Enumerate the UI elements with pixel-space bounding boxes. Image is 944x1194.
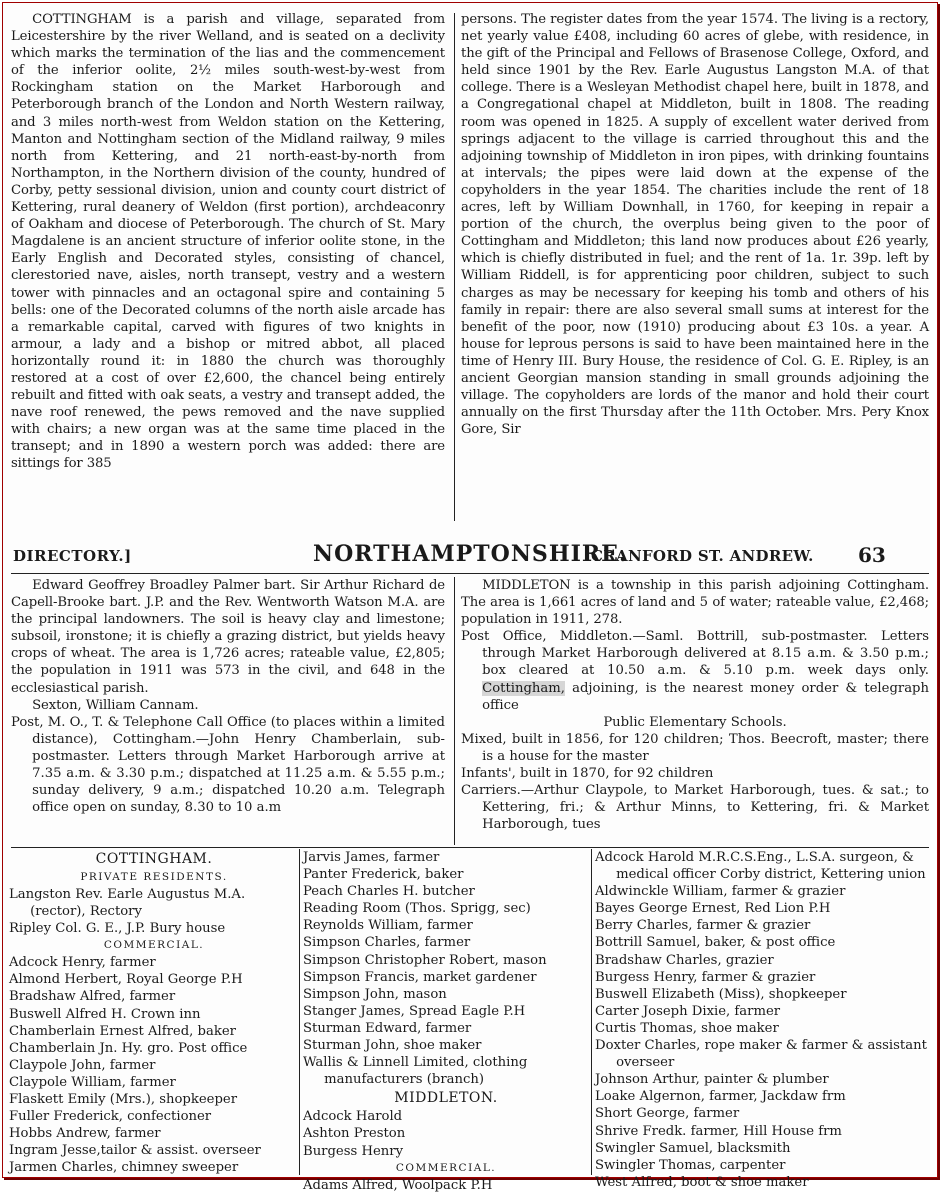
mixed-school: Mixed, built in 1856, for 120 children; Thos. Beecroft, master; there is a house for the master xyxy=(461,731,929,764)
header-center: NORTHAMPTONSHIRE. xyxy=(313,541,628,567)
top-column-divider xyxy=(454,13,455,521)
directory-entry: Hobbs Andrew, farmer xyxy=(9,1126,161,1142)
directory-entry: Bottrill Samuel, baker, & post office xyxy=(595,935,836,951)
directory-entry: Reynolds William, farmer xyxy=(303,918,473,934)
directory-entry: Bradshaw Charles, grazier xyxy=(595,952,774,968)
directory-entry: Burgess Henry xyxy=(303,1143,404,1159)
directory-entry: Short George, farmer xyxy=(595,1106,740,1122)
directory-entry: Ripley Col. G. E., J.P. Bury house xyxy=(9,921,226,937)
infants-school: Infants', built in 1870, for 92 children xyxy=(461,766,714,782)
directory-entry: Carter Joseph Dixie, farmer xyxy=(595,1003,781,1019)
directory-column-3 xyxy=(595,849,929,1190)
page-number: 63 xyxy=(858,543,886,567)
directory-entry: Wallis & Linnell Limited, clothing manufacturers (branch) xyxy=(303,1055,528,1088)
sexton-line: Sexton, William Cannam. xyxy=(32,697,199,713)
directory-entry: Adams Alfred, Woolpack P.H xyxy=(303,1177,493,1193)
cottingham-description-continued: persons. The register dates from the year 1574. The living is a rectory, net yearly value £408, including 60 acres of glebe, with residence, in the gift of the Principal and Fellows of Brasenose College, Oxford, and held since 1901 by the Rev. Earle Augustus Langston M.A. of that college. There is a Wesleyan Methodist chapel here, built in 1878, and a Congregational chapel at Middleton, built in 1808. The reading room was opened in 1825. A supply of excellent water derived from springs adjacent to the village is carried throughout this and the adjoining township of Middleton in iron pipes, with drinking fountains at intervals; the pipes were laid down at the expense of the copyholders in the year 1854. The charities include the rent of 18 acres, left by William Downhall, in 1760, for keeping in repair a portion of the church, the overplus being given to the poor of Cottingham and Middleton; this land now produces about £26 yearly, which is chiefly distributed in fuel; and the rent of 1a. 1r. 39p. left by William Riddell, is for apprenticing poor children, subject to such charges as may be necessary for keeping his tomb and others of his family in repair: there are also several small sums at interest for the benefit of the poor, now (1910) producing about £3 10s. a year. A house for leprous persons is said to have been maintained here in the time of Henry III. Bury House, the residence of Col. G. E. Ripley, is an ancient Georgian mansion standing in small grounds adjoining the village. The copyholders are lords of the manor and hold their court annually on the first Thursday after the 11th October. Mrs. Pery Knox Gore, Sir xyxy=(461,12,929,438)
directory-entry: Ashton Preston xyxy=(303,1126,406,1142)
directory-entry: Panter Frederick, baker xyxy=(303,867,464,883)
directory-entry: Shrive Fredk. farmer, Hill House frm xyxy=(595,1123,842,1139)
directory-entry: Simpson Christopher Robert, mason xyxy=(303,952,547,968)
directory-column-1 xyxy=(9,849,299,1175)
directory-entry: Berry Charles, farmer & grazier xyxy=(595,918,811,934)
directory-entry: West Alfred, boot & shoe maker xyxy=(595,1174,809,1190)
header-rule xyxy=(11,573,929,574)
directory-column-2 xyxy=(303,849,589,1193)
directory-entry: Ingram Jesse,tailor & assist. overseer xyxy=(9,1143,261,1159)
directory-divider-1 xyxy=(299,849,300,1175)
directory-entry: Simpson John, mason xyxy=(303,986,447,1002)
directory-entry: Loake Algernon, farmer, Jackdaw frm xyxy=(595,1089,846,1105)
carriers-paragraph: Carriers.—Arthur Claypole, to Market Harborough, tues. & sat.; to Kettering, fri.; & Arthur Minns, to Kettering, fri. & Market Harborough, tues xyxy=(461,783,929,833)
directory-entry: Swingler Thomas, carpenter xyxy=(595,1157,786,1173)
cottingham-heading: COTTINGHAM. xyxy=(95,851,213,867)
scanned-page xyxy=(2,2,938,1193)
directory-entry: Sturman Edward, farmer xyxy=(303,1020,472,1036)
directory-entry: Simpson Francis, market gardener xyxy=(303,969,537,985)
top-right-column xyxy=(461,11,929,523)
directory-entry: Adcock Henry, farmer xyxy=(9,955,156,971)
directory-entry: Flaskett Emily (Mrs.), shopkeeper xyxy=(9,1092,238,1108)
post-office-text-b: adjoining, is the nearest money order & telegraph office xyxy=(482,680,929,713)
top-left-column xyxy=(11,11,445,523)
directory-entry: Bayes George Ernest, Red Lion P.H xyxy=(595,901,831,917)
directory-entry: Claypole William, farmer xyxy=(9,1074,176,1090)
commercial-heading: COMMERCIAL. xyxy=(103,939,205,952)
directory-entry: Simpson Charles, farmer xyxy=(303,935,471,951)
directory-entry: Adcock Harold xyxy=(303,1109,403,1125)
directory-entry: Peach Charles H. butcher xyxy=(303,884,475,900)
header-right: CRANFORD ST. ANDREW. xyxy=(591,547,814,565)
post-office-text-a: Post Office, Middleton.—Saml. Bottrill, sub-postmaster. Letters through Market Harborough delivered at 8.15 a.m. & 3.50 p.m.; box cleared at 10.50 a.m. & 5.10 p.m. week days only. xyxy=(461,629,929,679)
directory-entry: Almond Herbert, Royal George P.H xyxy=(9,972,243,988)
directory-entry: Jarvis James, farmer xyxy=(303,850,440,865)
directory-entry: Curtis Thomas, shoe maker xyxy=(595,1020,779,1036)
mid-column-divider xyxy=(454,577,455,845)
schools-title: Public Elementary Schools. xyxy=(603,714,787,730)
cottingham-highlight: Cottingham, xyxy=(482,680,565,696)
directory-entry: Swingler Samuel, blacksmith xyxy=(595,1140,791,1156)
directory-entry: Aldwinckle William, farmer & grazier xyxy=(595,884,846,900)
directory-entry: Claypole John, farmer xyxy=(9,1057,156,1073)
post-office-paragraph: Post, M. O., T. & Telephone Call Office (to places within a limited distance), Cottingham.—John Henry Chamberlain, sub-postmaster. Letters through Market Harborough arrive at 7.35 a.m. & 3.30 p.m.; dispatched at 11.25 a.m. & 5.55 p.m.; sunday delivery, 9 a.m.; dispatched 10.20 a.m. Telegraph office open on sunday, 8.30 to 10 a.m xyxy=(11,714,445,816)
directory-entry: Adcock Harold M.R.C.S.Eng., L.S.A. surgeon, & medical officer Corby district, Kettering union xyxy=(595,850,926,883)
middleton-post-office xyxy=(461,628,929,713)
mid-left-column xyxy=(11,577,445,845)
directory-entry: Buswell Alfred H. Crown inn xyxy=(9,1006,201,1022)
directory-entry: Reading Room (Thos. Sprigg, sec) xyxy=(303,901,531,917)
page-header xyxy=(13,541,933,571)
directory-entry: Burgess Henry, farmer & grazier xyxy=(595,969,816,985)
directory-entry: Johnson Arthur, painter & plumber xyxy=(595,1072,829,1088)
directory-entry: Chamberlain Jn. Hy. gro. Post office xyxy=(9,1040,248,1056)
directory-divider-2 xyxy=(591,849,592,1175)
middleton-commercial-heading: COMMERCIAL. xyxy=(395,1161,497,1174)
middleton-paragraph: MIDDLETON is a township in this parish adjoining Cottingham. The area is 1,661 acres of land and 5 of water; rateable value, £2,468; population in 1911, 278. xyxy=(461,578,929,628)
directory-entry: Sturman John, shoe maker xyxy=(303,1038,482,1054)
private-residents-heading: PRIVATE RESIDENTS. xyxy=(80,871,228,883)
directory-entry: Chamberlain Ernest Alfred, baker xyxy=(9,1023,236,1039)
directory-entry: Doxter Charles, rope maker & farmer & assistant overseer xyxy=(595,1038,927,1071)
directory-rule xyxy=(11,847,929,848)
landowners-paragraph: Edward Geoffrey Broadley Palmer bart. Sir Arthur Richard de Capell-Brooke bart. J.P. and the Rev. Wentworth Watson M.A. are the principal landowners. The soil is heavy clay and limestone; subsoil, ironstone; it is chiefly a grazing district, but yields heavy crops of wheat. The area is 1,726 acres; rateable value, £2,805; the population in 1911 was 573 in the civil, and 648 in the ecclesiastical parish. xyxy=(11,578,445,696)
directory-entry: Langston Rev. Earle Augustus M.A. (rector), Rectory xyxy=(9,887,246,920)
directory-entry: Stanger James, Spread Eagle P.H xyxy=(303,1003,526,1019)
directory-entry: Bradshaw Alfred, farmer xyxy=(9,989,176,1005)
cottingham-description: COTTINGHAM is a parish and village, separated from Leicestershire by the river Welland, and is seated on a declivity which marks the termination of the lias and the commencement of the inferior oolite, 2½ miles south-west-by-west from Rockingham station on the Market Harborough and Peterborough branch of the London and North Western railway, and 3 miles north-west from Weldon station on the Kettering, Manton and Nottingham section of the Midland railway, 9 miles north from Kettering, and 21 north-east-by-north from Northampton, in the Northern division of the county, hundred of Corby, petty sessional division, union and county court district of Kettering, rural deanery of Weldon (first portion), archdeaconry of Oakham and diocese of Peterborough. The church of St. Mary Magdalene is an ancient structure of inferior oolite stone, in the Early English and Decorated styles, consisting of chancel, clerestoried nave, aisles, north transept, vestry and a western tower with pinnacles and an octagonal spire and containing 5 bells: one of the Decorated columns of the north aisle arcade has a remarkable capital, carved with figures of two knights in armour, a lady and a bishop or mitred abbot, all placed horizontally round it: in 1880 the church was thoroughly restored at a cost of over £2,600, the chancel being entirely rebuilt and fitted with oak seats, a vestry and transept added, the nave roof renewed, the pews removed and the nave supplied with chairs; a new organ was at the same time placed in the transept; and in 1890 a western porch was added: there are sittings for 385 xyxy=(11,12,445,472)
directory-entry: Buswell Elizabeth (Miss), shopkeeper xyxy=(595,986,847,1002)
middleton-heading: MIDDLETON. xyxy=(394,1090,498,1107)
mid-right-column xyxy=(461,577,929,845)
directory-entry: Fuller Frederick, confectioner xyxy=(9,1109,212,1125)
directory-entry: Jarmen Charles, chimney sweeper xyxy=(9,1160,239,1176)
header-left: DIRECTORY.] xyxy=(13,547,132,565)
